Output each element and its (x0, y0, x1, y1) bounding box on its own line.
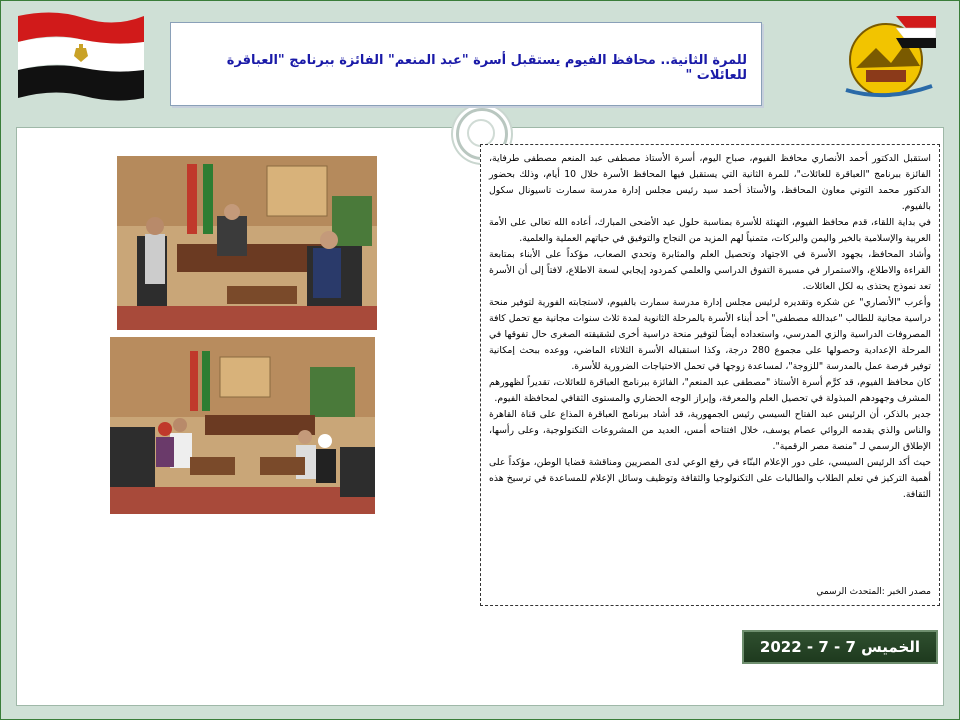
egypt-flag-icon (14, 10, 148, 102)
article-body (480, 144, 940, 606)
headline-box (170, 22, 762, 106)
fayoum-governorate-logo (836, 8, 946, 106)
article-paragraph: وأعرب "الأنصاري" عن شكره وتقديره لرئيس مجلس إدارة مدرسة سمارت بالفيوم، لاستجابته الفورية لتوفير منحة دراسية مجانية للطالب "عبدالله مصطفى" أحد أبناء الأسرة بالمرحلة الثانوية لمدة ثلاث سنوات مجانية مع تحمل كافة المصروفات الدراسية والزي المدرسي، واستعداده أيضاً لتوفير منحة دراسية أخرى لشقيقته الصغرى حال تفوقها في المرحلة الإعدادية وحصولها على مجموع 280 درجة، وكذا استقباله الأسرة الثلاثاء الماضي، ووعده ببحث إمكانية توفير فرصة عمل بالمدرسة "للزوجة"، لمساعدة زوجها في تحمل الاحتياجات الضرورية للأسرة. (489, 297, 931, 372)
article-paragraph: وأشاد المحافظ، بجهود الأسرة في الاجتهاد وتحصيل العلم والمثابرة وتحدي الصعاب، مؤكداً على الأبناء بمتابعة القراءة والاطلاع، والاستمرار في مسيرة التفوق الدراسي والعلمي كمردود إيجابي لسعة الاطلاع، لافتاً إلى أن الأسرة تعد نموذج يحتذى به لكل العائلات. (489, 249, 931, 292)
article-paragraph: جدير بالذكر، أن الرئيس عبد الفتاح السيسي رئيس الجمهورية، قد أشاد ببرنامج العباقرة المذاع على قناة القاهرة والناس والذي يقدمه الروائي عصام يوسف، خلال افتتاحه أمس، العديد من المشروعات التكنولوجية، وعلى رأسها، الإطلاق الرسمي لـ "منصة مصر الرقمية". (489, 409, 931, 452)
meeting-photo-1 (117, 156, 377, 330)
date-badge: الخميس 7 - 7 - 2022 (742, 630, 938, 664)
article-paragraph: في بداية اللقاء، قدم محافظ الفيوم، التهنئة للأسرة بمناسبة حلول عيد الأضحى المبارك، أعاده الله تعالى على الأمة العربية والإسلامية بالخير واليمن والبركات، متمنياً لهم المزيد من النجاح والتوفيق في حياتهم العملية والعلمية. (489, 217, 931, 244)
article-paragraph: حيث أكد الرئيس السيسي، على دور الإعلام البنّاء في رفع الوعي لدى المصريين ومناقشة قضايا الوطن، مؤكداً على أهمية التركيز في تعلم الطلاب والطالبات على التكنولوجيا والثقافة وتوظيف وسائل الإعلام للمساعدة في ترسيخ هذه الثقافة. (489, 457, 931, 500)
article-paragraph: استقبل الدكتور أحمد الأنصاري محافظ الفيوم، صباح اليوم، أسرة الأستاذ مصطفى عبد المنعم مصطفى طرفاية، الفائزة ببرنامج "العباقرة للعائلات"، للمرة الثانية التي يستقبل فيها المحافظ الأسرة خلال 10 أيام، وذلك بحضور الدكتور محمد التوني معاون المحافظ، والأستاذ أحمد سيد رئيس مجلس إدارة مدرسة سمارت تاسيونال سكول بالفيوم. (489, 153, 931, 212)
article-source: مصدر الخبر :المتحدث الرسمي (816, 587, 931, 597)
article-paragraph: كان محافظ الفيوم، قد كرَّم أسرة الأستاذ "مصطفى عبد المنعم"، الفائزة ببرنامج العباقرة للعائلات، تقديراً لظهورهم المشرف وجهودهم المبذولة في تحصيل العلم والمعرفة، وإبراز الوجه الحضاري والمستوى الثقافي لمحافظة الفيوم. (489, 377, 931, 404)
meeting-photo-2 (110, 337, 375, 514)
headline-title: للمرة الثانية.. محافظ الفيوم يستقبل أسرة "عبد المنعم" الفائزة ببرنامج "العباقرة للعائلات " (226, 53, 747, 83)
